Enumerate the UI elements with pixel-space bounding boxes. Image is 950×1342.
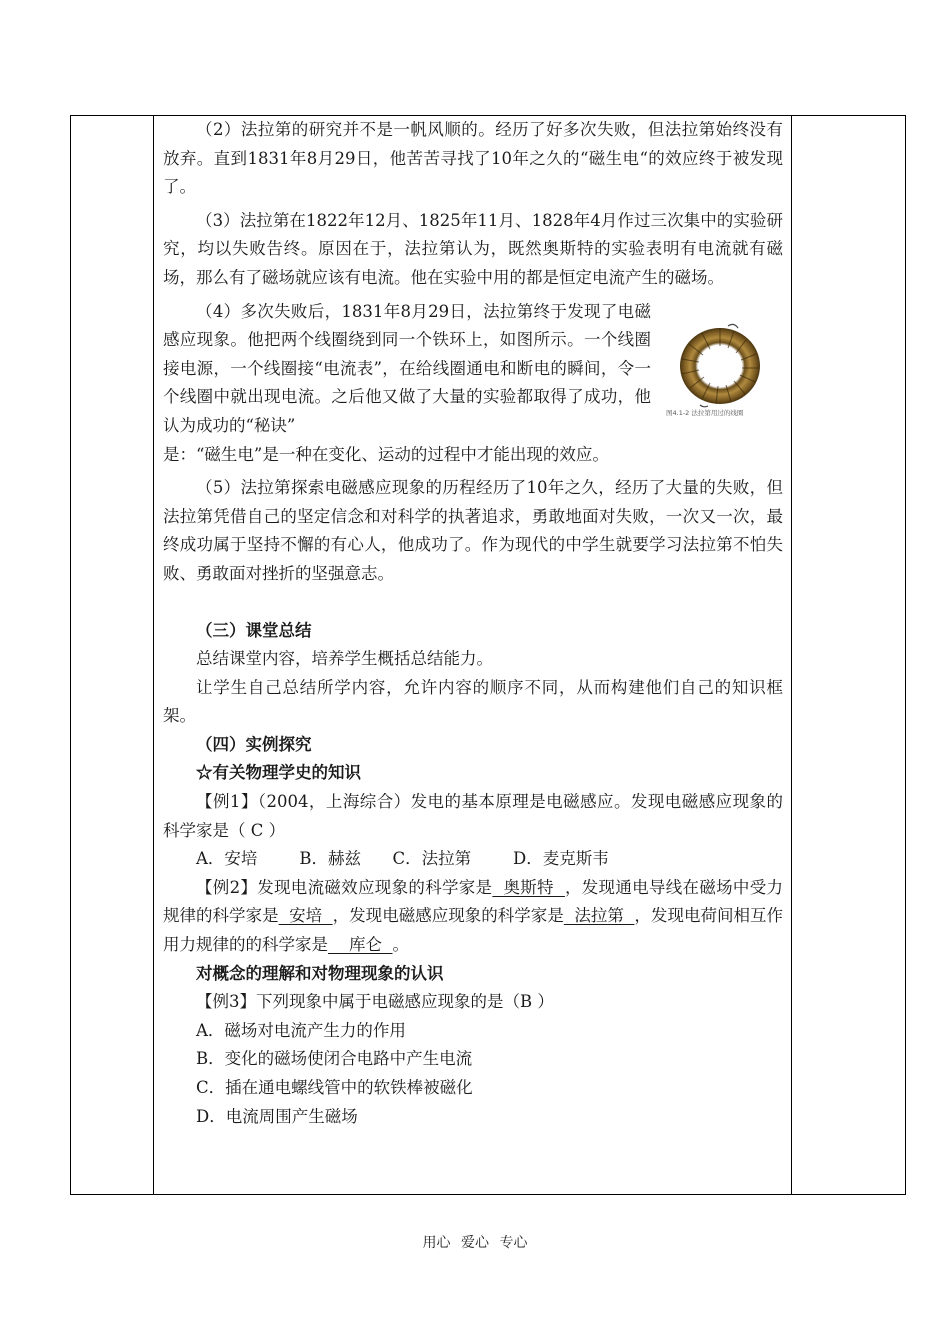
faraday-coil-figure xyxy=(668,320,773,420)
example-3-option-a: A．磁场对电流产生力的作用 xyxy=(196,1020,406,1040)
paragraph-4: （4）多次失败后，1831年8月29日，法拉第终于发现了电磁感应现象。他把两个线圈绕到同一个铁环上，如图所示。一个线圈接电源，一个线圈接“电流表”，在给线圈通电和断电的瞬间，令一个线圈中就出现电流。之后他又做了大量的实验都取得了成功，他认为成功的“秘诀” xyxy=(163,301,651,435)
example-2-text-3: ，发现电磁感应现象的科学家是 xyxy=(332,906,564,926)
example-3-option-b: B．变化的磁场使闭合电路中产生电流 xyxy=(196,1049,473,1069)
example-3-option-d: D．电流周围产生磁场 xyxy=(196,1106,358,1126)
example-2-answer-4: 库仑 xyxy=(328,935,393,955)
example-2 xyxy=(163,874,783,960)
examples-subheading-history: ☆有关物理学史的知识 xyxy=(196,763,361,783)
page-footer: 用心 爱心 专心 xyxy=(422,1235,528,1251)
paragraph-5: （5）法拉第探索电磁感应现象的历程经历了10年之久，经历了大量的失败，但法拉第凭借自己的坚定信念和对科学的执著追求，勇敢地面对失败，一次又一次，最终成功属于坚持不懈的有心人，他成功了。作为现代的中学生就要学习法拉第不怕失败、勇敢面对挫折的坚强意志。 xyxy=(163,478,783,583)
example-2-answer-3: 法拉第 xyxy=(563,906,635,926)
examples-subheading-concepts: 对概念的理解和对物理现象的认识 xyxy=(196,963,444,983)
figure-caption: 图4.1-2 法拉第用过的线圈 xyxy=(666,408,744,417)
summary-heading: （三）课堂总结 xyxy=(196,620,312,640)
summary-line-1: 总结课堂内容，培养学生概括总结能力。 xyxy=(196,649,493,669)
paragraph-3: （3）法拉第在1822年12月、1825年11月、1828年4月作过三次集中的实验研究，均以失败告终。原因在于，法拉第认为，既然奥斯特的实验表明有电流就有磁场，那么有了磁场就应该有电流。他在实验中用的都是恒定电流产生的磁场。 xyxy=(163,210,783,287)
example-3-option-c: C．插在通电螺线管中的软铁棒被磁化 xyxy=(196,1078,473,1097)
example-2-text-1: 【例2】发现电流磁效应现象的科学家是 xyxy=(196,877,493,897)
column-divider-right xyxy=(791,116,792,1194)
example-2-text-2: ，发现通电导线在磁场中受力规律的科学家是 xyxy=(163,877,784,926)
examples-heading: （四）实例探究 xyxy=(196,734,312,754)
paragraph-2: （2）法拉第的研究并不是一帆风顺的。经历了好多次失败，但法拉第始终没有放弃。直到1831年8月29日，他苦苦寻找了10年之久的“磁生电“的效应终于被发现了。 xyxy=(163,120,783,197)
summary-line-2: 让学生自己总结所学内容，允许内容的顺序不同，从而构建他们自己的知识框架。 xyxy=(163,677,783,726)
example-1-options: A．安培 B．赫兹 C．法拉第 D．麦克斯韦 xyxy=(196,849,609,869)
example-3-question: 【例3】下列现象中属于电磁感应现象的是（B ） xyxy=(196,992,554,1012)
example-2-text-4: ，发现电荷间相互作用力规律的的科学家是 xyxy=(163,906,784,955)
example-2-answer-2: 安培 xyxy=(278,906,333,926)
lesson-content xyxy=(163,116,783,1131)
column-divider-left xyxy=(153,116,154,1194)
paragraph-4-end: 是：“磁生电”是一种在变化、运动的过程中才能出现的效应。 xyxy=(163,444,609,464)
example-1-question: 【例1】（2004，上海综合）发电的基本原理是电磁感应。发现电磁感应现象的科学家是（ C ） xyxy=(163,792,783,840)
paragraph-4-block xyxy=(163,298,783,441)
iron-ring-icon xyxy=(668,320,773,408)
example-2-answer-1: 奥斯特 xyxy=(492,877,565,897)
example-2-text-5: 。 xyxy=(392,935,409,955)
